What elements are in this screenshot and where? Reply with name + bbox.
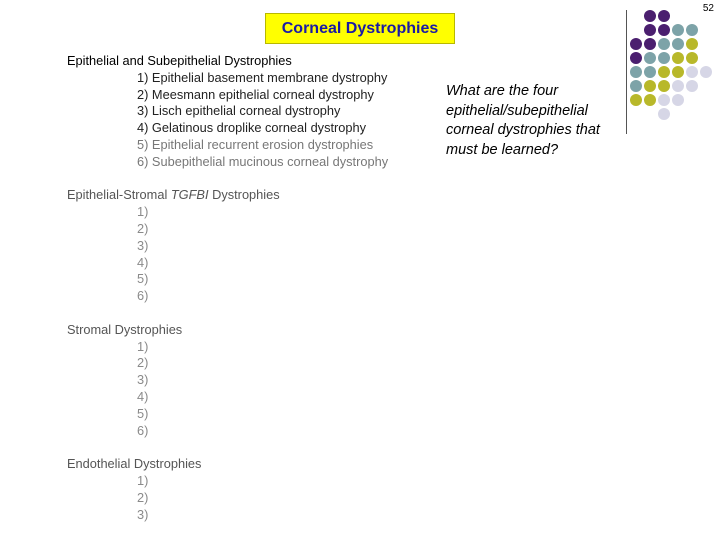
list-item: 1) Epithelial basement membrane dystrophy (137, 69, 388, 85)
dot (658, 38, 670, 50)
section-epithelial-stromal (67, 187, 427, 305)
dot (686, 24, 698, 36)
list-item: 4) (137, 254, 149, 270)
dot (644, 80, 656, 92)
dot (658, 108, 670, 120)
list-item: 2) (137, 355, 149, 371)
section-heading (67, 187, 427, 204)
dot (658, 80, 670, 92)
dystrophy-outline (67, 53, 427, 540)
vertical-divider (626, 10, 627, 134)
list-item: 1) (137, 204, 149, 220)
dot (672, 52, 684, 64)
dot (644, 10, 656, 22)
section-heading: Endothelial Dystrophies (67, 456, 202, 472)
list-item: 3) (137, 237, 149, 253)
dot (658, 66, 670, 78)
section-epithelial-subepithelial (67, 53, 427, 171)
dot (672, 24, 684, 36)
slide-title: Corneal Dystrophies (281, 19, 439, 37)
dot (672, 94, 684, 106)
list-item: 1) (137, 472, 149, 488)
section-heading: Stromal Dystrophies (67, 321, 183, 337)
dot (644, 66, 656, 78)
dot (658, 24, 670, 36)
dot (700, 66, 712, 78)
dot (686, 38, 698, 50)
list-item: 6) (137, 288, 149, 304)
list-item: 2) Meesmann epithelial corneal dystrophy (137, 86, 374, 102)
list-item: 6) (137, 422, 149, 438)
list-item: 2) (137, 489, 149, 505)
dot (686, 52, 698, 64)
dot (686, 80, 698, 92)
decorative-dot-grid (630, 10, 720, 120)
dot (658, 10, 670, 22)
section-heading: Epithelial and Subepithelial Dystrophies (67, 53, 292, 68)
list-item: 5) Epithelial recurrent erosion dystrophies (137, 136, 374, 152)
dot (672, 66, 684, 78)
dot (658, 52, 670, 64)
list-item: 3) (137, 506, 149, 522)
list-item: 3) (137, 372, 149, 388)
list-item: 6) Subepithelial mucinous corneal dystrophy (137, 153, 389, 169)
dot (686, 66, 698, 78)
dot (672, 38, 684, 50)
list-item: 5) (137, 271, 149, 287)
heading-gene: TGFBI (170, 187, 209, 203)
dot (644, 94, 656, 106)
question-prompt: What are the four epithelial/subepithelial corneal dystrophies that must be learned? (446, 83, 600, 158)
list-item: 4) (137, 388, 149, 404)
list-item: 3) Lisch epithelial corneal dystrophy (137, 103, 341, 119)
list-item: 5) (137, 405, 149, 421)
heading-prefix: Epithelial-Stromal (67, 187, 171, 203)
dot (672, 80, 684, 92)
dot (630, 94, 642, 106)
section-stromal (67, 322, 427, 440)
dot (644, 38, 656, 50)
list-item: 4) Gelatinous droplike corneal dystrophy (137, 120, 367, 136)
title-banner (265, 13, 455, 44)
dot (644, 52, 656, 64)
dot (644, 24, 656, 36)
dot (630, 66, 642, 78)
page-number: 52 (702, 3, 714, 14)
heading-suffix: Dystrophies (208, 187, 280, 203)
dot (630, 80, 642, 92)
dot (630, 52, 642, 64)
list-item: 1) (137, 338, 149, 354)
dot (658, 94, 670, 106)
dot (630, 38, 642, 50)
list-item: 2) (137, 220, 149, 236)
section-endothelial (67, 456, 427, 523)
